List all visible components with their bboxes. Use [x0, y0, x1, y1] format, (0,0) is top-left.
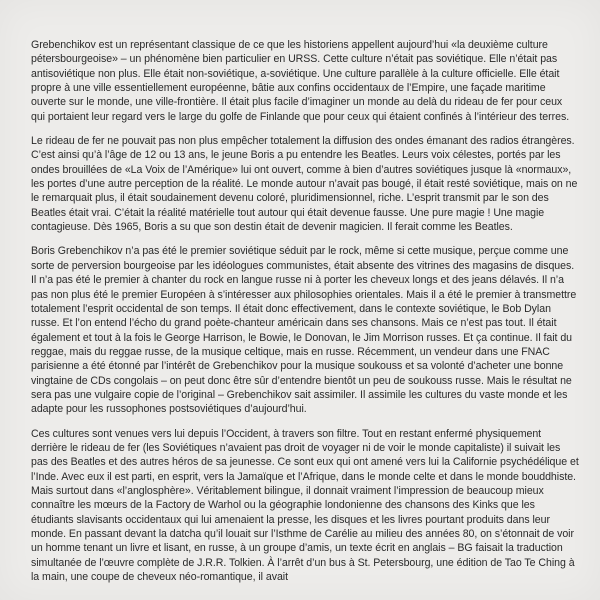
- paragraph-intro: Grebenchikov est un représentant classique de ce que les historiens appellent aujourd’hui «la deuxième culture pétersbourgeoise» – un phénomène bien particulier en URSS. Cette culture n’était pas soviétique. Elle n’était pas antisoviétique non plus. Elle était non-soviétique, a-soviétique. Une culture parallèle à la culture officielle. Elle était propre à une ville essentiellement européenne, bâtie aux confins occidentaux de l’Empire, une façade maritime ouverte sur le monde, une ville-frontière. Il était plus facile d’imaginer un monde au delà du rideau de fer pour ceux qui portaient leur regard vers le large du golfe de Finlande que pour ceux qui étaient confinés à l’intérieur des terres.: [31, 39, 570, 123]
- paragraph-western-cultures: Ces cultures sont venues vers lui depuis l’Occident, à travers son filtre. Tout en restant enfermé physiquement derrière le rideau de fer (les Soviétiques n’avaient pas droit de voyager ni de voir le monde capitaliste) il suivait les pas des Beatles et des autres héros de sa jeunesse. Ce sont eux qui ont amené vers lui la Californie psychédélique et l’Inde. Avec eux il est parti, en esprit, vers la Jamaïque et l’Afrique, dans le monde celte et dans le monde bouddhiste. Mais surtout dans «l’anglosphère». Véritablement bilingue, il donnait vraiment l’impression de beaucoup mieux connaître les mœurs de la Factory de Warhol ou la géographie londonienne des chansons des Kinks que les étudiants slavisants occidentaux qui lui amenaient la presse, les disques et les livres pourtant produits dans leur monde. En passant devant la datcha qu’il louait sur l’Isthme de Carélie au milieu des années 80, on s’étonnait de voir un homme tenant un livre et lisant, en russe, à un groupe d’amis, un texte écrit en anglais – BG faisait la traduction simultanée de l’œuvre complète de J.R.R. Tolkien. À l’arrêt d’un bus à St. Petersbourg, une édition de Tao Te Ching à la main, une coupe de cheveux néo-romantique, il avait: [31, 427, 579, 584]
- paragraph-iron-curtain: Le rideau de fer ne pouvait pas non plus empêcher totalement la diffusion des ondes émanant des radios étrangères. C’est ainsi qu’à l’âge de 12 ou 13 ans, le jeune Boris a pu entendre les Beatles. Leurs voix célestes, portés par les ondes brouillées de «La Voix de l’Amérique» lui ont ouvert, comme à bien d’autres soviétiques jusque là «normaux», les portes d’une autre perception de la réalité. Le monde autour n’avait pas bougé, il était resté soviétique, mais on ne le remarquait plus, il était soudainement devenu coloré, pluridimensionnel, riche. L’esprit transmit par le son des Beatles était vrai. C’était la réalité matérielle tout autour qui était devenue fausse. Une pure magie ! Une magie contagieuse. Dès 1965, Boris a su que son destin était de devenir magicien. Il ferait comme les Beatles.: [31, 135, 578, 234]
- body-text: [31, 38, 579, 584]
- paragraph-rock-pioneer: Boris Grebenchikov n’a pas été le premier soviétique séduit par le rock, même si cette musique, perçue comme une sorte de perversion bourgeoise par les idéologues communistes, était absente des vitrines des magasins de disques. Il n’a pas été le premier à chanter du rock en langue russe ni à porter les cheveux longs et des jeans délavés. Il n’a pas non plus été le premier Européen à s’intéresser aux philosophies orientales. Mais il a été le premier à transmettre totalement l’esprit occidental de son temps. Il était donc effectivement, dans le contexte soviétique, le Bob Dylan russe. Et l’on entend l’écho du grand poète-chanteur américain dans ses chansons. Mais ce n’est pas tout. Il était également et tout à la fois le George Harrison, le Bowie, le Donovan, le Jim Morrison russes. Et ça continue. Il fait du reggae, mais du reggae russe, de la musique celtique, mais en russe. Récemment, un vendeur dans une FNAC parisienne a été étonné par l’intérêt de Grebenchikov pour la musique soukouss et sa volonté d’acheter une bonne vingtaine de CDs congolais – on peut donc être sûr d’entendre bientôt un peu de soukouss russe. Mais le résultat ne sera pas une vulgaire copie de l’original – Grebenchikov sait assimiler. Il assimile les cultures du vaste monde et les adapte pour les russophones postsoviétiques d’aujourd’hui.: [31, 245, 577, 416]
